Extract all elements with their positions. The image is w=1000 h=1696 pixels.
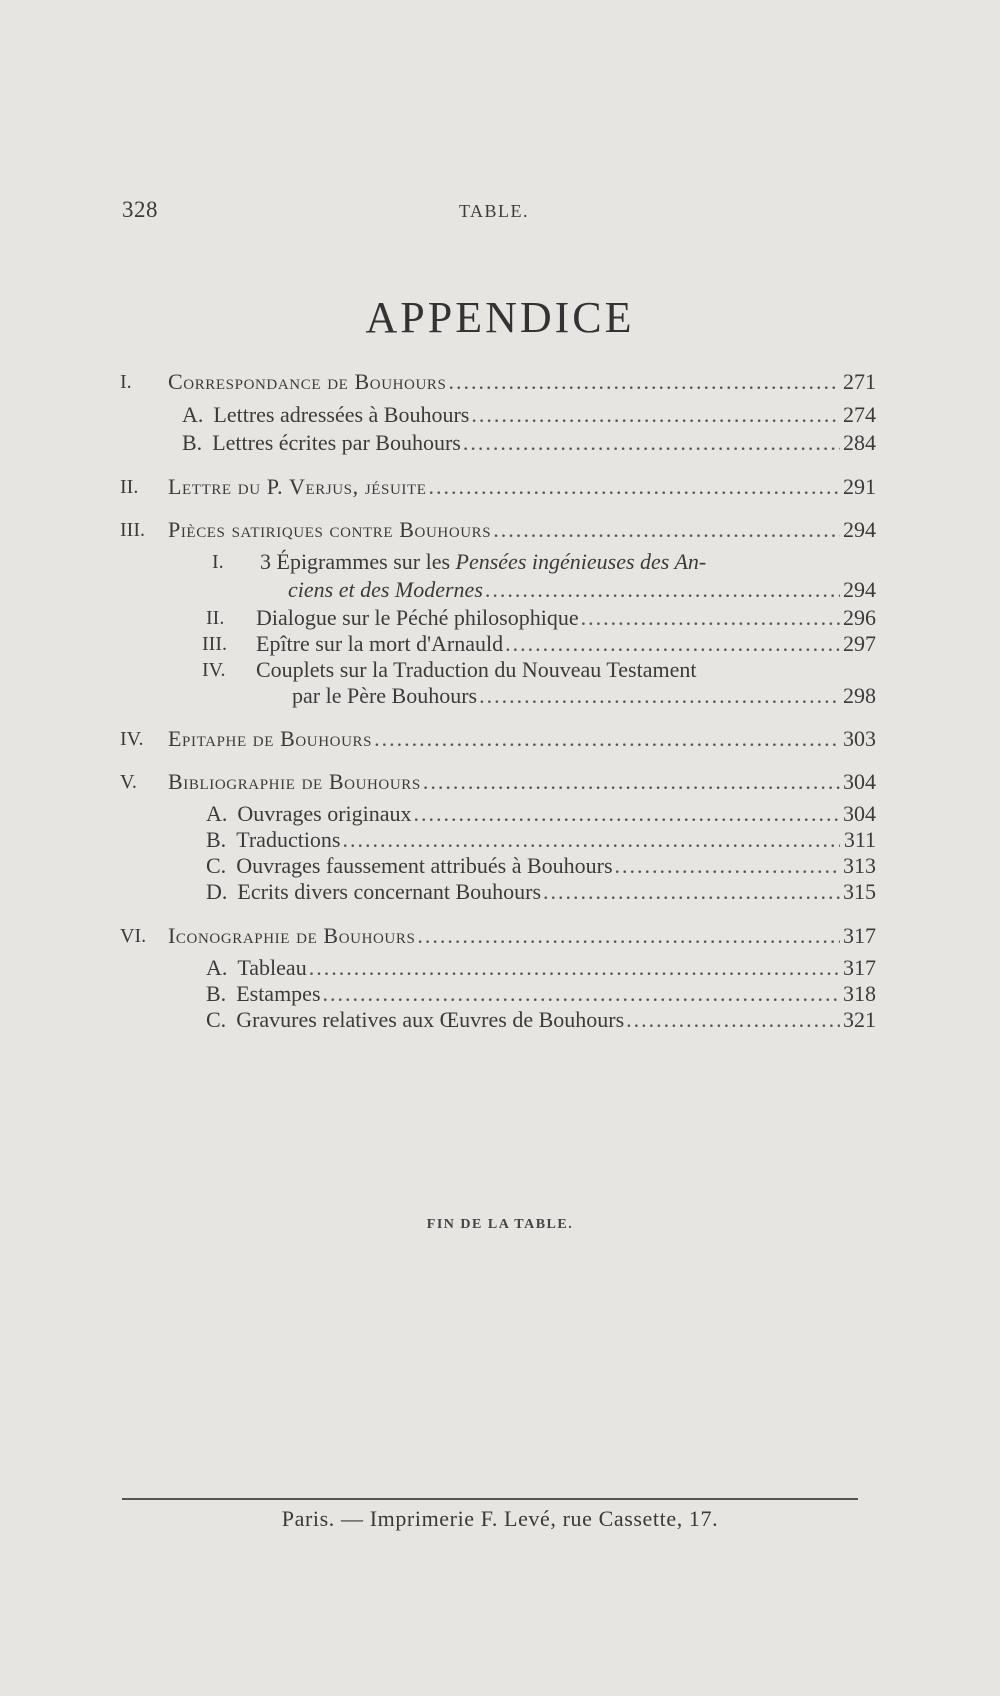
end-of-table-note: FIN DE LA TABLE. xyxy=(426,1217,574,1232)
subentry-numeral: I. xyxy=(212,551,224,573)
toc-entry xyxy=(182,429,876,457)
subentry-label: Dialogue sur le Péché philosophique xyxy=(256,605,579,630)
subentry-letter: A. xyxy=(206,801,228,826)
page-reference: 284 xyxy=(843,430,876,455)
footer-rule xyxy=(122,1498,858,1500)
dot-leader xyxy=(414,800,840,828)
page-reference: 271 xyxy=(843,369,876,394)
page-reference: 317 xyxy=(843,923,876,948)
subentry-numeral: III. xyxy=(202,633,227,655)
toc-subentry xyxy=(120,1006,876,1034)
section-label: Iconographie de Bouhours xyxy=(168,923,416,948)
page-reference: 298 xyxy=(843,683,876,708)
page-reference: 297 xyxy=(843,631,876,656)
page-reference: 296 xyxy=(843,605,876,630)
page-reference: 317 xyxy=(843,955,876,980)
toc-subentry-continuation xyxy=(120,576,876,604)
subentry-label: 3 Épigrammes sur les xyxy=(260,549,456,574)
subentry-label-italic: Pensées ingénieuses des An- xyxy=(455,549,707,574)
running-title: TABLE. xyxy=(459,201,530,221)
section-label: Bibliographie de Bouhours xyxy=(168,769,421,794)
toc-entry xyxy=(182,401,876,429)
toc-subentry xyxy=(120,656,876,684)
subentry-label: Estampes xyxy=(236,981,321,1006)
running-head xyxy=(122,197,874,227)
subentry-numeral: II. xyxy=(206,607,225,629)
page-reference: 291 xyxy=(843,474,876,499)
toc-subentry xyxy=(120,954,876,982)
subentry-label: Traductions xyxy=(236,827,341,852)
subentry-letter: C. xyxy=(206,853,227,878)
toc-entry xyxy=(168,516,876,544)
toc-entry xyxy=(168,768,876,796)
toc-entry xyxy=(168,473,876,501)
subentry-letter: C. xyxy=(206,1007,227,1032)
toc-section-epitaphe xyxy=(120,725,876,753)
toc-section-correspondance xyxy=(120,368,876,396)
toc-subentry xyxy=(120,401,876,429)
subentry-letter: A. xyxy=(182,402,204,427)
toc-entry xyxy=(256,604,876,632)
dot-leader xyxy=(423,768,840,796)
toc-section-bibliographie xyxy=(120,768,876,796)
subentry-letter: B. xyxy=(206,981,227,1006)
section-numeral: IV. xyxy=(120,728,144,750)
page-reference: 315 xyxy=(843,879,876,904)
page-reference: 304 xyxy=(843,769,876,794)
subentry-letter: D. xyxy=(206,879,228,904)
subentry-label: Ouvrages faussement attribués à Bouhours xyxy=(236,853,613,878)
section-numeral: VI. xyxy=(120,925,147,947)
page-reference: 294 xyxy=(843,577,876,602)
subentry-letter: B. xyxy=(206,827,227,852)
page-reference: 311 xyxy=(843,827,876,852)
page-reference: 303 xyxy=(843,726,876,751)
toc-section-pieces xyxy=(120,516,876,544)
subentry-label: Lettres adressées à Bouhours xyxy=(213,402,470,427)
dot-leader xyxy=(479,682,840,710)
toc-subentry-continuation xyxy=(120,682,876,710)
section-label: Lettre du P. Verjus, jésuite xyxy=(168,474,427,499)
toc-entry xyxy=(288,576,876,604)
dot-leader xyxy=(626,1006,840,1034)
dot-leader xyxy=(448,368,840,396)
subentry-label: Tableau xyxy=(237,955,307,980)
toc-entry xyxy=(168,368,876,396)
toc-entry xyxy=(292,682,876,710)
dot-leader xyxy=(309,954,840,982)
dot-leader xyxy=(429,473,840,501)
subentry-label: Couplets sur la Traduction du Nouveau Testament xyxy=(256,657,697,682)
toc-subentry xyxy=(120,429,876,457)
page-reference: 318 xyxy=(843,981,876,1006)
page-reference: 313 xyxy=(843,853,876,878)
printer-imprint: Paris. — Imprimerie F. Levé, rue Cassette, 17. xyxy=(281,1506,719,1531)
dot-leader xyxy=(505,630,840,658)
dot-leader xyxy=(374,725,840,753)
toc-subentry xyxy=(120,826,876,854)
toc-entry xyxy=(206,826,876,854)
toc-entry xyxy=(168,922,876,950)
toc-entry xyxy=(206,980,876,1008)
toc-entry xyxy=(256,630,876,658)
subentry-label: Gravures relatives aux Œuvres de Bouhours xyxy=(236,1007,625,1032)
toc-entry xyxy=(206,1006,876,1034)
dot-leader xyxy=(463,429,840,457)
toc-section-lettre xyxy=(120,473,876,501)
toc-section-iconographie xyxy=(120,922,876,950)
dot-leader xyxy=(485,576,840,604)
page-reference: 274 xyxy=(843,402,876,427)
toc-subentry xyxy=(120,852,876,880)
subentry-numeral: IV. xyxy=(202,659,226,681)
dot-leader xyxy=(417,922,840,950)
toc-entry xyxy=(206,878,876,906)
toc-subentry xyxy=(120,878,876,906)
toc-subentry xyxy=(120,630,876,658)
toc-subentry xyxy=(120,980,876,1008)
toc-subentry xyxy=(120,604,876,632)
toc-subentry xyxy=(120,800,876,828)
toc-entry xyxy=(206,800,876,828)
subentry-label: Ecrits divers concernant Bouhours xyxy=(237,879,542,904)
subentry-letter: B. xyxy=(182,430,203,455)
page-reference: 321 xyxy=(843,1007,876,1032)
subentry-letter: A. xyxy=(206,955,228,980)
section-numeral: V. xyxy=(120,771,137,793)
dot-leader xyxy=(615,852,840,880)
dot-leader xyxy=(343,826,841,854)
section-label: Epitaphe de Bouhours xyxy=(168,726,373,751)
toc-entry xyxy=(256,656,876,684)
section-label: Pièces satiriques contre Bouhours xyxy=(168,517,492,542)
dot-leader xyxy=(543,878,840,906)
dot-leader xyxy=(323,980,840,1008)
dot-leader xyxy=(493,516,840,544)
section-numeral: II. xyxy=(120,476,139,498)
subentry-label: Ouvrages originaux xyxy=(237,801,412,826)
toc-entry xyxy=(206,852,876,880)
section-label: Correspondance de Bouhours xyxy=(168,369,447,394)
dot-leader xyxy=(471,401,840,429)
page-number: 328 xyxy=(122,197,158,222)
dot-leader xyxy=(581,604,840,632)
toc-entry xyxy=(260,548,876,576)
section-numeral: III. xyxy=(120,519,145,541)
section-numeral: I. xyxy=(120,371,132,393)
page-title: APPENDICE xyxy=(365,293,635,342)
toc-entry xyxy=(206,954,876,982)
toc-subentry xyxy=(120,548,876,576)
subentry-label: Lettres écrites par Bouhours xyxy=(212,430,461,455)
subentry-label-italic: ciens et des Modernes xyxy=(288,577,483,602)
toc-entry xyxy=(168,725,876,753)
subentry-label: Epître sur la mort d'Arnauld xyxy=(256,631,504,656)
subentry-label: par le Père Bouhours xyxy=(292,683,478,708)
page-reference: 304 xyxy=(843,801,876,826)
page-reference: 294 xyxy=(843,517,876,542)
